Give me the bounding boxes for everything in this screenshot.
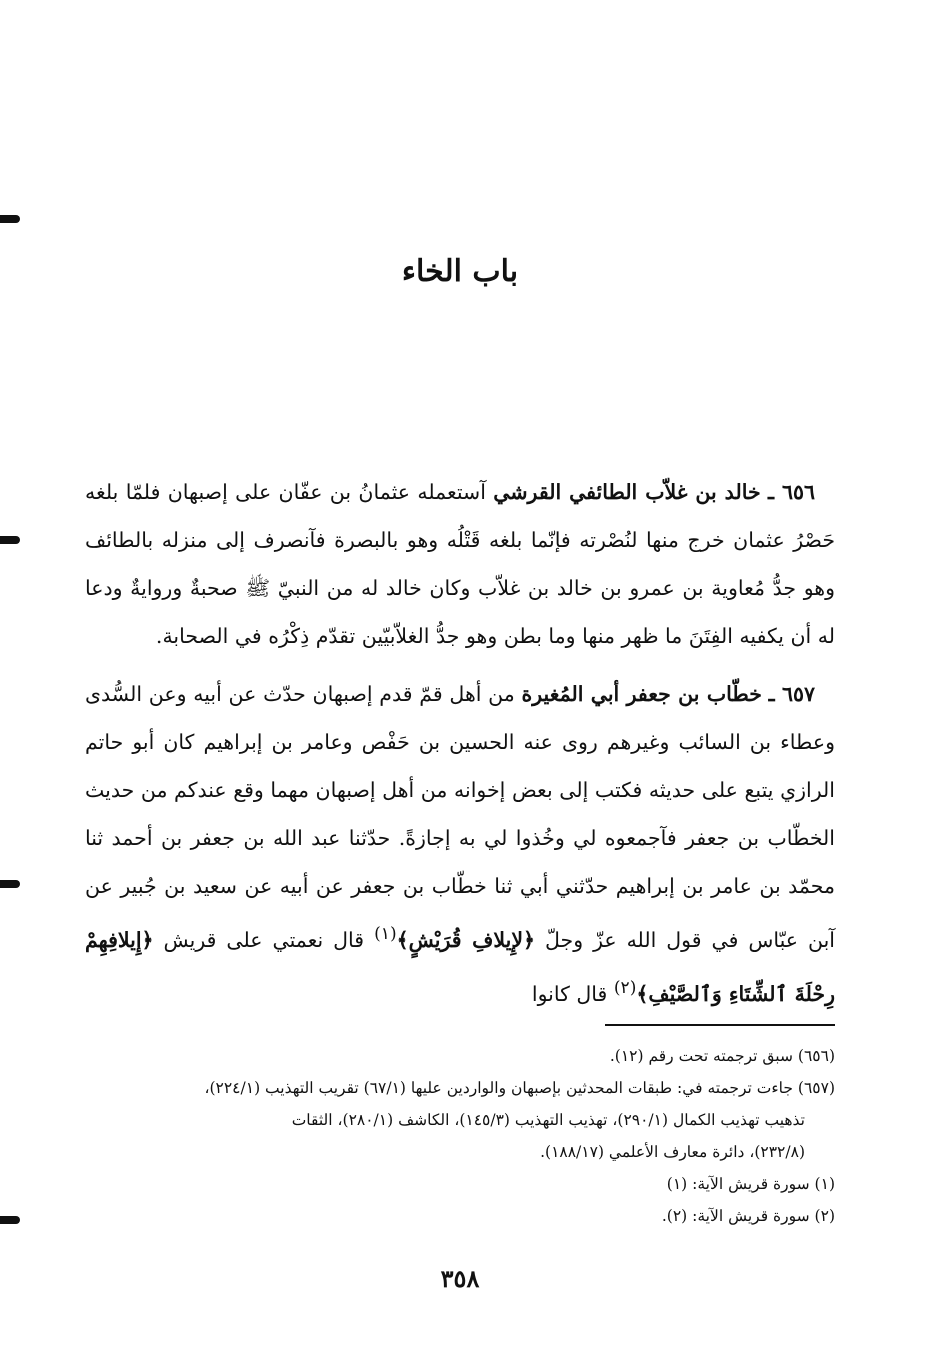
footnote: (٦٥٦) سبق ترجمته تحت رقم (١٢). <box>609 1047 835 1065</box>
entry-text: قال نعمتي على قريش <box>163 927 365 952</box>
scan-edge-mark <box>0 536 20 544</box>
footnote: (٢) سورة قريش الآية: (٢). <box>661 1207 835 1225</box>
quran-verse: ﴿لإِيلافِ قُرَيْشٍ﴾ <box>396 927 536 952</box>
footnote: تذهيب تهذيب الكمال (٢٩٠/١)، تهذيب التهذيب (١٤٥/٣)، الكاشف (٢٨٠/١)، الثقات <box>291 1111 805 1129</box>
body-text <box>85 468 835 1028</box>
scan-edge-mark <box>0 880 20 888</box>
footnote: (٦٥٧) جاءت ترجمته في: طبقات المحدثين بإصبهان والواردين عليها (٦٧/١) تقريب التهذيب (٢٢٤/١)، <box>204 1079 835 1097</box>
entry-number: ٦٥٧ ـ <box>768 682 816 706</box>
entry-text: قال كانوا <box>531 981 608 1006</box>
entry-text: آستعمله عثمانُ بن عفّان على إصبهان فلمّا بلغه حَصْرُ عثمان خرج منها لنُصْرته فإنّما بلغه قَتْلُه وهو بالبصرة فآنصرف إلى منزله بالطائف وهو جدُّ مُعاوية بن عمرو بن خالد بن غلاّب وكان خالد له من النبيّ ﷺ صحبةٌ وروايةٌ ودعا له أن يكفيه الفِتَنَ ما ظهر منها وما بطن وهو جدُّ الغلاّبيّين تقدّم ذِكْرُه في الصحابة. <box>85 480 835 648</box>
footnote-ref: (١) <box>374 924 397 944</box>
footnote-divider <box>605 1024 835 1026</box>
scan-edge-mark <box>0 215 20 223</box>
quran-verse: ﴿إِيلافِهِمْ رِحْلَةَ ٱلشِّتَاءِ وَٱلصَّيْفِ﴾ <box>85 927 835 1006</box>
chapter-title: باب الخاء <box>401 254 519 289</box>
entry-656 <box>85 468 835 660</box>
scan-edge-mark <box>0 1216 20 1224</box>
footnotes <box>85 1040 835 1232</box>
entry-number: ٦٥٦ ـ <box>767 480 815 504</box>
page-number: ٣٥٨ <box>440 1264 480 1293</box>
entry-name: خالد بن غلاّب الطائفي القرشي <box>493 480 761 504</box>
footnote: (٢٣٢/٨)، دائرة معارف الأعلمي (١٨٨/١٧). <box>540 1143 805 1161</box>
footnote: (١) سورة قريش الآية: (١) <box>666 1175 835 1193</box>
footnote-ref: (٢) <box>613 977 637 998</box>
entry-657 <box>85 670 835 1018</box>
entry-text: من أهل قمّ قدم إصبهان حدّث عن أبيه وعن السُّدى وعطاء بن السائب وغيرهم روى عنه الحسين بن حَفْص وعامر بن إبراهيم كان أبو حاتم الرازي يتبع على حديثه فكتب إلى بعض إخوانه من أهل إصبهان مهما وقع عندكم من حديث الخطّاب بن جعفر فآجمعوه لي وخُذوا لي به إجازةً. حدّثنا عبد الله بن جعفر بن أحمد ثنا محمّد بن عامر بن إبراهيم حدّثني أبي ثنا خطّاب بن جعفر عن أبيه عن سعيد بن جُبير عن آبن عبّاس في قول الله عزّ وجلّ <box>85 682 835 952</box>
book-page <box>85 0 835 1365</box>
entry-name: خطّاب بن جعفر أبي المُغيرة <box>521 682 762 706</box>
